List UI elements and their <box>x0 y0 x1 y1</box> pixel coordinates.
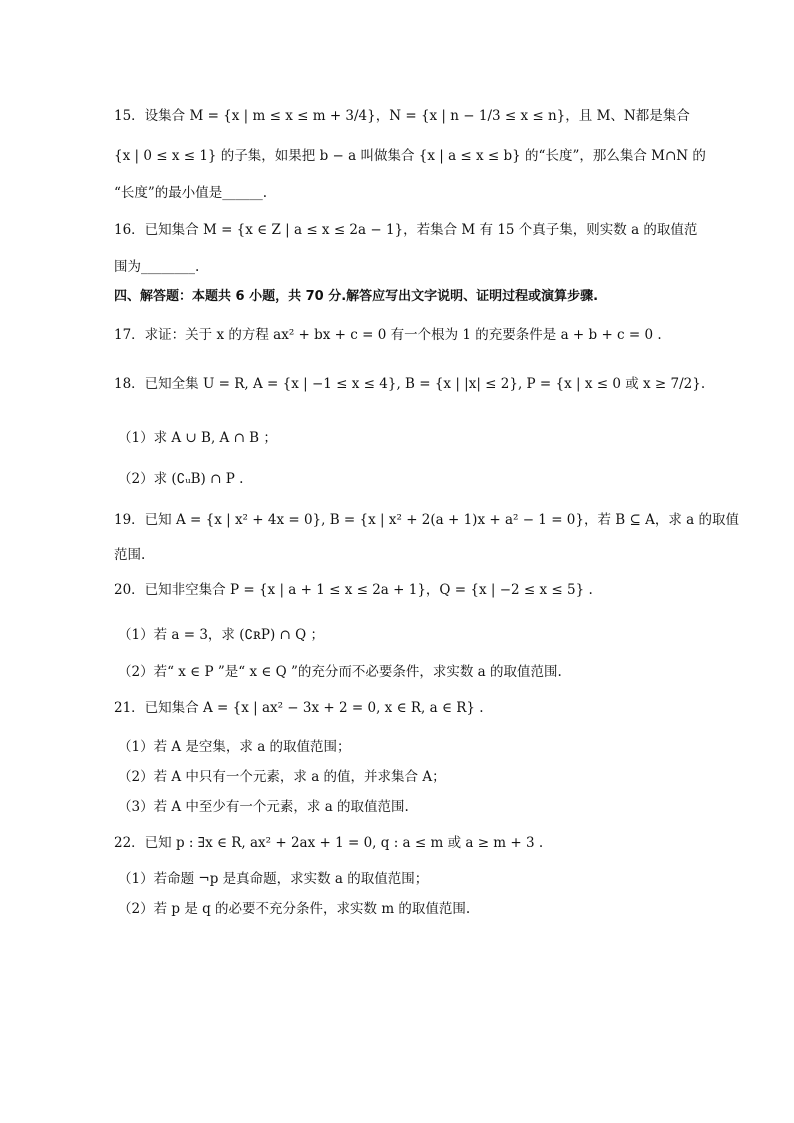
q16-line-2: 围为________. <box>114 259 200 275</box>
q22-part-1: （1）若命题 ¬p 是真命题，求实数 a 的取值范围； <box>118 871 429 887</box>
q17-line-1: 17．求证：关于 x 的方程 ax² + bx + c = 0 有一个根为 1 的充要条件是 a + b + c = 0 . <box>114 327 662 343</box>
q20-line-1: 20．已知非空集合 P = {x | a + 1 ≤ x ≤ 2a + 1}，Q = {x | −2 ≤ x ≤ 5} . <box>114 582 593 598</box>
q19-line-2: 范围. <box>114 547 146 563</box>
q21-line-1: 21．已知集合 A = {x | ax² − 3x + 2 = 0, x ∈ R, a ∈ R} . <box>114 700 484 716</box>
q15-line-1: 15．设集合 M = {x | m ≤ x ≤ m + 3/4}，N = {x | n − 1/3 ≤ x ≤ n}，且 M、N都是集合 <box>114 108 690 124</box>
q18-part-1: （1）求 A ∪ B, A ∩ B ； <box>118 430 277 446</box>
q22-line-1: 22．已知 p : ∃x ∈ R, ax² + 2ax + 1 = 0, q : a ≤ m 或 a ≥ m + 3 . <box>114 835 544 851</box>
q15-line-3: “长度”的最小值是______. <box>114 185 268 201</box>
q21-part-3: （3）若 A 中至少有一个元素，求 a 的取值范围. <box>118 799 409 815</box>
q18-part-2: （2）求 (∁ᵤB) ∩ P . <box>118 471 244 487</box>
q15-line-2: {x | 0 ≤ x ≤ 1} 的子集，如果把 b − a 叫做集合 {x | a ≤ x ≤ b} 的“长度”，那么集合 M∩N 的 <box>114 148 706 164</box>
q20-part-1: （1）若 a = 3，求 (∁ʀP) ∩ Q ； <box>118 627 325 643</box>
q20-part-2: （2）若“ x ∈ P ”是“ x ∈ Q ”的充分而不必要条件，求实数 a 的取值范围. <box>118 664 562 680</box>
q16-line-1: 16．已知集合 M = {x ∈ Z | a ≤ x ≤ 2a − 1}，若集合 M 有 15 个真子集，则实数 a 的取值范 <box>114 222 698 238</box>
q22-part-2: （2）若 p 是 q 的必要不充分条件，求实数 m 的取值范围. <box>118 901 471 917</box>
q18-line-1: 18．已知全集 U = R, A = {x | −1 ≤ x ≤ 4}, B = {x | |x| ≤ 2}, P = {x | x ≤ 0 或 x ≥ 7/2}. <box>114 376 706 392</box>
section-heading: 四、解答题：本题共 6 小题，共 70 分.解答应写出文字说明、证明过程或演算步骤. <box>114 289 599 304</box>
q21-part-1: （1）若 A 是空集，求 a 的取值范围； <box>118 739 351 755</box>
q21-part-2: （2）若 A 中只有一个元素，求 a 的值，并求集合 A； <box>118 769 446 785</box>
q19-line-1: 19．已知 A = {x | x² + 4x = 0}, B = {x | x² + 2(a + 1)x + a² − 1 = 0}，若 B ⊆ A，求 a 的取值 <box>114 512 739 528</box>
